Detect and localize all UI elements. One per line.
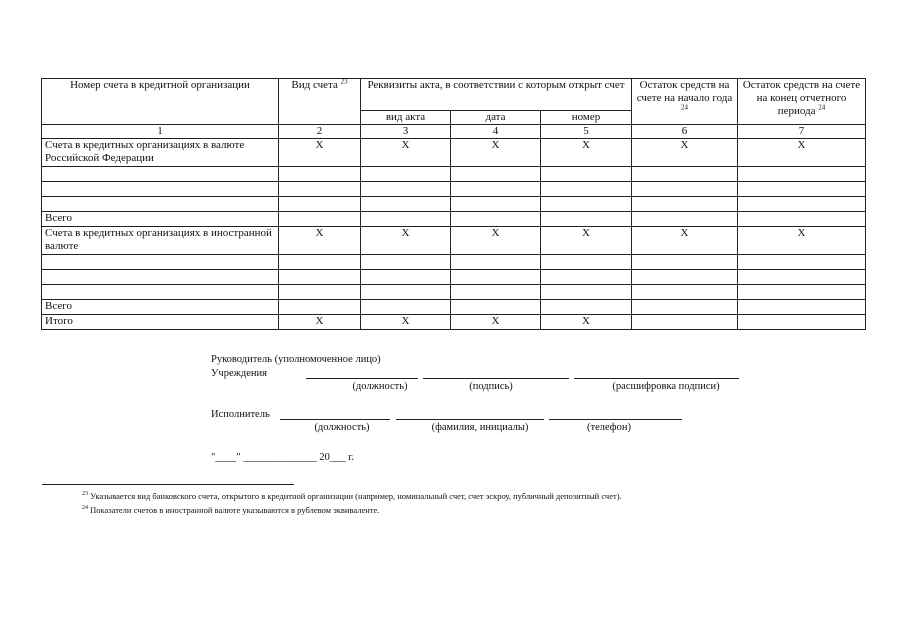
- footnote-24: $^{24}$ Показатели счетов в иностранной валюте указываются в рублевом эквиваленте.: [82, 505, 380, 515]
- x-mark: X: [279, 139, 361, 167]
- header-act-number: номер: [541, 111, 632, 125]
- x-mark: X: [279, 315, 361, 330]
- head-decode-line: [574, 378, 739, 379]
- footnote-ref-23: 23: [340, 77, 348, 86]
- empty-row: [42, 285, 866, 300]
- head-label-line1: Руководитель (уполномоченное лицо): [211, 354, 381, 365]
- total-row: [42, 212, 866, 227]
- head-label-line2: Учреждения: [211, 368, 267, 379]
- grand-total-row: [42, 315, 866, 330]
- total-label: Всего: [42, 212, 279, 227]
- empty-row: [42, 167, 866, 182]
- x-mark: X: [451, 227, 541, 255]
- empty-row: [42, 182, 866, 197]
- x-mark: X: [279, 227, 361, 255]
- header-account-type: Вид счета $^{23}$: [279, 79, 361, 125]
- x-mark: X: [632, 227, 738, 255]
- header-act-type: вид акта: [361, 111, 451, 125]
- header-act-date: дата: [451, 111, 541, 125]
- footnote-separator: [42, 484, 294, 485]
- empty-row: [42, 197, 866, 212]
- executor-label: Исполнитель: [211, 409, 270, 420]
- footnote-ref-24: 24: [681, 103, 688, 112]
- x-mark: X: [451, 139, 541, 167]
- x-mark: X: [361, 315, 451, 330]
- executor-phone-line: [549, 419, 682, 420]
- empty-row: [42, 255, 866, 270]
- head-position-line: [306, 378, 418, 379]
- section-fx-row: [42, 227, 866, 255]
- column-numbers-row: [42, 125, 866, 139]
- executor-name-line: [396, 419, 544, 420]
- empty-row: [42, 270, 866, 285]
- x-mark: X: [738, 227, 866, 255]
- footnote-ref-24: 24: [818, 103, 826, 112]
- executor-name-caption: (фамилия, инициалы): [431, 422, 529, 433]
- column-number: 5: [541, 125, 632, 139]
- accounts-table: [41, 78, 866, 330]
- column-number: 2: [279, 125, 361, 139]
- total-label: Всего: [42, 300, 279, 315]
- column-number: 7: [738, 125, 866, 139]
- date-line: "____" ______________ 20___ г.: [211, 452, 354, 463]
- x-mark: X: [738, 139, 866, 167]
- x-mark: X: [632, 139, 738, 167]
- executor-position-caption: (должность): [314, 422, 370, 433]
- x-mark: X: [361, 227, 451, 255]
- section-label: Счета в кредитных организациях в валюте Российской Федерации: [42, 139, 279, 167]
- grand-total-label: Итого: [42, 315, 279, 330]
- head-decode-caption: (расшифровка подписи): [612, 381, 720, 392]
- header-balance-start: Остаток средств на счете на начало года $^{24}$: [632, 79, 738, 125]
- section-rub-row: [42, 139, 866, 167]
- column-number: 4: [451, 125, 541, 139]
- head-position-caption: (должность): [352, 381, 408, 392]
- column-number: 6: [632, 125, 738, 139]
- section-label: Счета в кредитных организациях в иностранной валюте: [42, 227, 279, 255]
- head-signature-caption: (подпись): [469, 381, 513, 392]
- header-account-number: Номер счета в кредитной организации: [42, 79, 279, 125]
- head-signature-line: [423, 378, 569, 379]
- x-mark: X: [541, 315, 632, 330]
- x-mark: X: [451, 315, 541, 330]
- footnote-23: $^{23}$ Указывается вид банковского счета, открытого в кредитной организации (например, номинальный счет, счет эскроу, публичный депозитный счет).: [82, 491, 622, 501]
- total-row: [42, 300, 866, 315]
- x-mark: X: [541, 139, 632, 167]
- column-number: 3: [361, 125, 451, 139]
- executor-phone-caption: (телефон): [587, 422, 631, 433]
- header-balance-end: Остаток средств на счете на конец отчетного периода $^{24}$: [738, 79, 866, 125]
- column-number: 1: [42, 125, 279, 139]
- executor-position-line: [280, 419, 390, 420]
- x-mark: X: [361, 139, 451, 167]
- x-mark: X: [541, 227, 632, 255]
- header-act-details: Реквизиты акта, в соответствии с которым открыт счет: [361, 79, 632, 111]
